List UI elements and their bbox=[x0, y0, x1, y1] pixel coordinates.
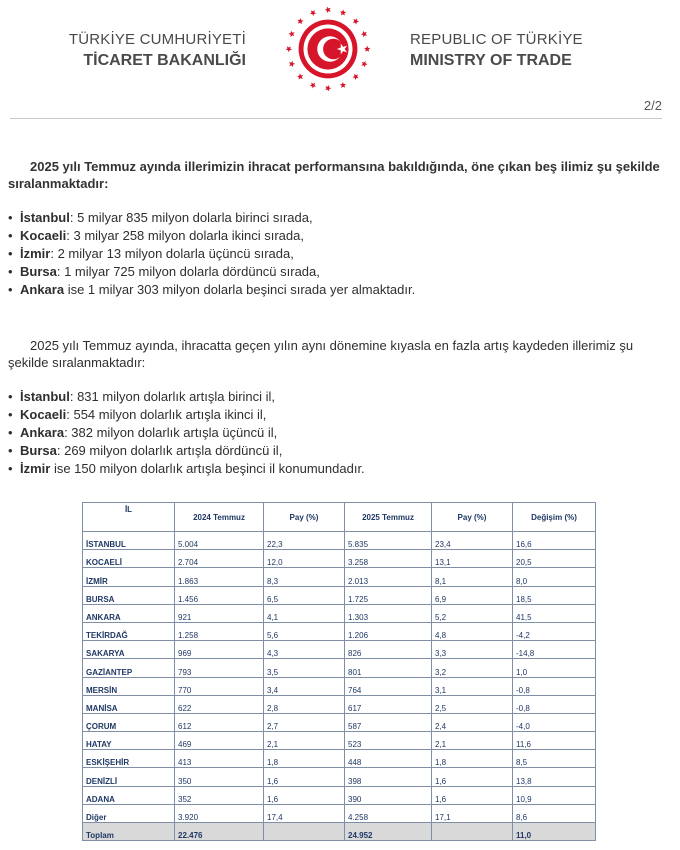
cell-value: 1,8 bbox=[264, 750, 345, 768]
list-item bbox=[8, 388, 668, 406]
cell-value: 4,3 bbox=[264, 641, 345, 659]
cell-value: -0,8 bbox=[513, 695, 596, 713]
list-item-city: İzmir bbox=[20, 246, 51, 261]
cell-value: 22,3 bbox=[264, 532, 345, 550]
ministry-logo bbox=[279, 0, 377, 98]
list-item bbox=[8, 227, 668, 245]
table-row bbox=[83, 713, 596, 731]
list-item-city: İstanbul bbox=[20, 210, 70, 225]
header-left-line1: TÜRKİYE CUMHURİYETİ bbox=[68, 31, 246, 48]
list-item bbox=[8, 424, 668, 442]
list-item-text: ise 150 milyon dolarlık artışla beşinci il konumundadır. bbox=[50, 461, 365, 476]
cell-value: 826 bbox=[345, 641, 432, 659]
cell-value: 3,4 bbox=[264, 677, 345, 695]
list-item-city: Kocaeli bbox=[20, 407, 67, 422]
list-item-text: ise 1 milyar 303 milyon dolarla beşinci sırada yer almaktadır. bbox=[64, 282, 416, 297]
cell-province: İZMİR bbox=[83, 568, 175, 586]
cell-value: 969 bbox=[175, 641, 264, 659]
list-item-city: Ankara bbox=[20, 425, 65, 440]
table-row bbox=[83, 532, 596, 550]
cell-value: 5.004 bbox=[175, 532, 264, 550]
cell-value bbox=[432, 823, 513, 841]
list-item-text: : 3 milyar 258 milyon dolarla ikinci sırada, bbox=[66, 228, 304, 243]
table-row bbox=[83, 677, 596, 695]
province-export-table bbox=[82, 502, 596, 841]
cell-value: 18,5 bbox=[513, 586, 596, 604]
cell-value: 13,1 bbox=[432, 550, 513, 568]
cell-value: 2,4 bbox=[432, 713, 513, 731]
cell-value: 622 bbox=[175, 695, 264, 713]
list-item-text: : 554 milyon dolarlık artışla ikinci il, bbox=[66, 407, 267, 422]
section2-intro: 2025 yılı Temmuz ayında, ihracatta geçen yılın aynı dönemine kıyasla en fazla artış kaydeden illerimiz şu şekilde sıralanmaktadır: bbox=[8, 338, 634, 370]
cell-value: 5.835 bbox=[345, 532, 432, 550]
cell-value: 770 bbox=[175, 677, 264, 695]
cell-value: 8,0 bbox=[513, 568, 596, 586]
cell-province: ADANA bbox=[83, 786, 175, 804]
list-item-city: İzmir bbox=[20, 461, 51, 476]
section2-list bbox=[8, 388, 668, 478]
cell-value: 17,4 bbox=[264, 804, 345, 822]
table-row bbox=[83, 604, 596, 622]
logo-star-icon bbox=[310, 10, 316, 16]
list-item-city: Ankara bbox=[20, 282, 65, 297]
cell-value: 12,0 bbox=[264, 550, 345, 568]
list-item bbox=[8, 263, 668, 281]
cell-value: 793 bbox=[175, 659, 264, 677]
cell-value: 8,1 bbox=[432, 568, 513, 586]
table-row bbox=[83, 550, 596, 568]
logo-star-icon bbox=[325, 85, 331, 91]
cell-value: 17,1 bbox=[432, 804, 513, 822]
cell-value: 801 bbox=[345, 659, 432, 677]
list-item-text: : 5 milyar 835 milyon dolarla birinci sırada, bbox=[69, 210, 313, 225]
list-item bbox=[8, 209, 668, 227]
cell-value: 3.258 bbox=[345, 550, 432, 568]
table-row bbox=[83, 750, 596, 768]
cell-value: 1,0 bbox=[513, 659, 596, 677]
cell-value: 8,3 bbox=[264, 568, 345, 586]
cell-value: 23,4 bbox=[432, 532, 513, 550]
cell-value: 921 bbox=[175, 604, 264, 622]
logo-star-icon bbox=[340, 82, 346, 88]
cell-province: Toplam bbox=[83, 823, 175, 841]
cell-province: HATAY bbox=[83, 732, 175, 750]
cell-value: 1.456 bbox=[175, 586, 264, 604]
cell-value: 20,5 bbox=[513, 550, 596, 568]
list-item-text: : 831 milyon dolarlık artışla birinci il, bbox=[69, 389, 276, 404]
cell-value: 3,2 bbox=[432, 659, 513, 677]
logo-star-icon bbox=[325, 7, 331, 13]
cell-province: SAKARYA bbox=[83, 641, 175, 659]
cell-value: 11,0 bbox=[513, 823, 596, 841]
cell-value: 617 bbox=[345, 695, 432, 713]
cell-value: 22.476 bbox=[175, 823, 264, 841]
cell-value: 1.258 bbox=[175, 622, 264, 640]
cell-value: 1.725 bbox=[345, 586, 432, 604]
cell-province: ÇORUM bbox=[83, 713, 175, 731]
list-item-text: : 269 milyon dolarlık artışla dördüncü il, bbox=[56, 443, 283, 458]
column-header: 2025 Temmuz bbox=[345, 503, 432, 532]
list-item-city: Kocaeli bbox=[20, 228, 67, 243]
cell-value: 448 bbox=[345, 750, 432, 768]
section1-list bbox=[8, 209, 668, 299]
header-right-line1: REPUBLIC OF TÜRKİYE bbox=[410, 31, 583, 48]
cell-value: 24.952 bbox=[345, 823, 432, 841]
cell-value: 2,1 bbox=[432, 732, 513, 750]
cell-value: -14,8 bbox=[513, 641, 596, 659]
cell-value: 2.704 bbox=[175, 550, 264, 568]
logo-star-icon bbox=[310, 82, 316, 88]
list-item bbox=[8, 281, 668, 299]
table-row bbox=[83, 695, 596, 713]
page-number: 2/2 bbox=[643, 98, 662, 113]
list-item-city: Bursa bbox=[20, 264, 57, 279]
logo-star-icon bbox=[288, 31, 294, 37]
cell-value: 1,6 bbox=[264, 786, 345, 804]
cell-value: 390 bbox=[345, 786, 432, 804]
cell-value: 612 bbox=[175, 713, 264, 731]
cell-value: 2,1 bbox=[264, 732, 345, 750]
table-row bbox=[83, 659, 596, 677]
cell-value: 5,2 bbox=[432, 604, 513, 622]
cell-value: 8,5 bbox=[513, 750, 596, 768]
cell-value: 13,8 bbox=[513, 768, 596, 786]
cell-value: 350 bbox=[175, 768, 264, 786]
ministry-name-tr bbox=[69, 30, 246, 72]
logo-star-icon bbox=[340, 9, 346, 15]
list-item-text: : 2 milyar 13 milyon dolarla üçüncü sırada, bbox=[50, 246, 294, 261]
cell-value: 6,5 bbox=[264, 586, 345, 604]
cell-value: 398 bbox=[345, 768, 432, 786]
cell-value: 523 bbox=[345, 732, 432, 750]
column-header: Değişim (%) bbox=[513, 503, 596, 532]
cell-value: 587 bbox=[345, 713, 432, 731]
logo-star-icon bbox=[289, 61, 295, 67]
logo-star-icon bbox=[353, 18, 359, 24]
logo-star-icon bbox=[361, 31, 367, 37]
ministry-name-en bbox=[410, 30, 583, 72]
logo-star-icon bbox=[297, 73, 303, 79]
cell-province: KOCAELİ bbox=[83, 550, 175, 568]
table-row bbox=[83, 622, 596, 640]
table-row bbox=[83, 732, 596, 750]
cell-value: 4,1 bbox=[264, 604, 345, 622]
header-divider bbox=[10, 118, 662, 119]
cell-value: 413 bbox=[175, 750, 264, 768]
table-row bbox=[83, 641, 596, 659]
list-item-text: : 382 milyon dolarlık artışla üçüncü il, bbox=[64, 425, 278, 440]
letterhead bbox=[0, 0, 680, 120]
logo-star-icon bbox=[352, 74, 358, 80]
cell-value: 2,5 bbox=[432, 695, 513, 713]
cell-province: MERSİN bbox=[83, 677, 175, 695]
cell-province: ANKARA bbox=[83, 604, 175, 622]
table-row bbox=[83, 586, 596, 604]
cell-value: 1,6 bbox=[264, 768, 345, 786]
logo-star-icon bbox=[286, 46, 292, 52]
cell-value: 3.920 bbox=[175, 804, 264, 822]
list-item bbox=[8, 442, 668, 460]
table-row bbox=[83, 568, 596, 586]
cell-province: DENİZLİ bbox=[83, 768, 175, 786]
cell-value: 4.258 bbox=[345, 804, 432, 822]
logo-star-icon bbox=[297, 18, 303, 24]
cell-value: -0,8 bbox=[513, 677, 596, 695]
cell-province: GAZİANTEP bbox=[83, 659, 175, 677]
cell-value: 3,1 bbox=[432, 677, 513, 695]
cell-province: BURSA bbox=[83, 586, 175, 604]
cell-value: 4,8 bbox=[432, 622, 513, 640]
cell-province: İSTANBUL bbox=[83, 532, 175, 550]
list-item bbox=[8, 245, 668, 263]
list-item-text: : 1 milyar 725 milyon dolarla dördüncü sırada, bbox=[56, 264, 320, 279]
table-row bbox=[83, 768, 596, 786]
column-header: Pay (%) bbox=[264, 503, 345, 532]
column-header: İL bbox=[83, 503, 175, 532]
cell-value bbox=[264, 823, 345, 841]
cell-value: 3,3 bbox=[432, 641, 513, 659]
list-item-city: İstanbul bbox=[20, 389, 70, 404]
cell-value: 1,6 bbox=[432, 768, 513, 786]
logo-star-icon bbox=[364, 46, 370, 52]
cell-province: MANİSA bbox=[83, 695, 175, 713]
list-item-city: Bursa bbox=[20, 443, 57, 458]
table-row bbox=[83, 786, 596, 804]
cell-value: 11,6 bbox=[513, 732, 596, 750]
cell-province: ESKİŞEHİR bbox=[83, 750, 175, 768]
cell-value: 5,6 bbox=[264, 622, 345, 640]
cell-value: 1,6 bbox=[432, 786, 513, 804]
cell-value: 3,5 bbox=[264, 659, 345, 677]
table-header-row bbox=[83, 503, 596, 532]
cell-value: 2,7 bbox=[264, 713, 345, 731]
cell-value: 2.013 bbox=[345, 568, 432, 586]
cell-value: 10,9 bbox=[513, 786, 596, 804]
cell-value: 469 bbox=[175, 732, 264, 750]
table-total-row bbox=[83, 823, 596, 841]
cell-value: 2,8 bbox=[264, 695, 345, 713]
list-item bbox=[8, 460, 668, 478]
cell-value: -4,2 bbox=[513, 622, 596, 640]
cell-value: 8,6 bbox=[513, 804, 596, 822]
column-header: Pay (%) bbox=[432, 503, 513, 532]
cell-province: TEKİRDAĞ bbox=[83, 622, 175, 640]
header-right-line2: MINISTRY OF TRADE bbox=[410, 52, 572, 69]
cell-value: 16,6 bbox=[513, 532, 596, 550]
list-item bbox=[8, 406, 668, 424]
cell-province: Diğer bbox=[83, 804, 175, 822]
cell-value: 764 bbox=[345, 677, 432, 695]
cell-value: 352 bbox=[175, 786, 264, 804]
export-table bbox=[82, 502, 596, 841]
header-left-line2: TİCARET BAKANLIĞI bbox=[83, 52, 246, 69]
cell-value: 1.303 bbox=[345, 604, 432, 622]
cell-value: 1.863 bbox=[175, 568, 264, 586]
table-row bbox=[83, 804, 596, 822]
section1-intro: 2025 yılı Temmuz ayında illerimizin ihracat performansına bakıldığında, öne çıkan beş ilimiz şu şekilde sıralanmaktadır: bbox=[8, 159, 660, 191]
column-header: 2024 Temmuz bbox=[175, 503, 264, 532]
cell-value: 1.206 bbox=[345, 622, 432, 640]
cell-value: 6,9 bbox=[432, 586, 513, 604]
cell-value: 1,8 bbox=[432, 750, 513, 768]
logo-star-icon bbox=[361, 61, 367, 67]
cell-value: 41,5 bbox=[513, 604, 596, 622]
cell-value: -4,0 bbox=[513, 713, 596, 731]
document-body bbox=[8, 158, 668, 478]
